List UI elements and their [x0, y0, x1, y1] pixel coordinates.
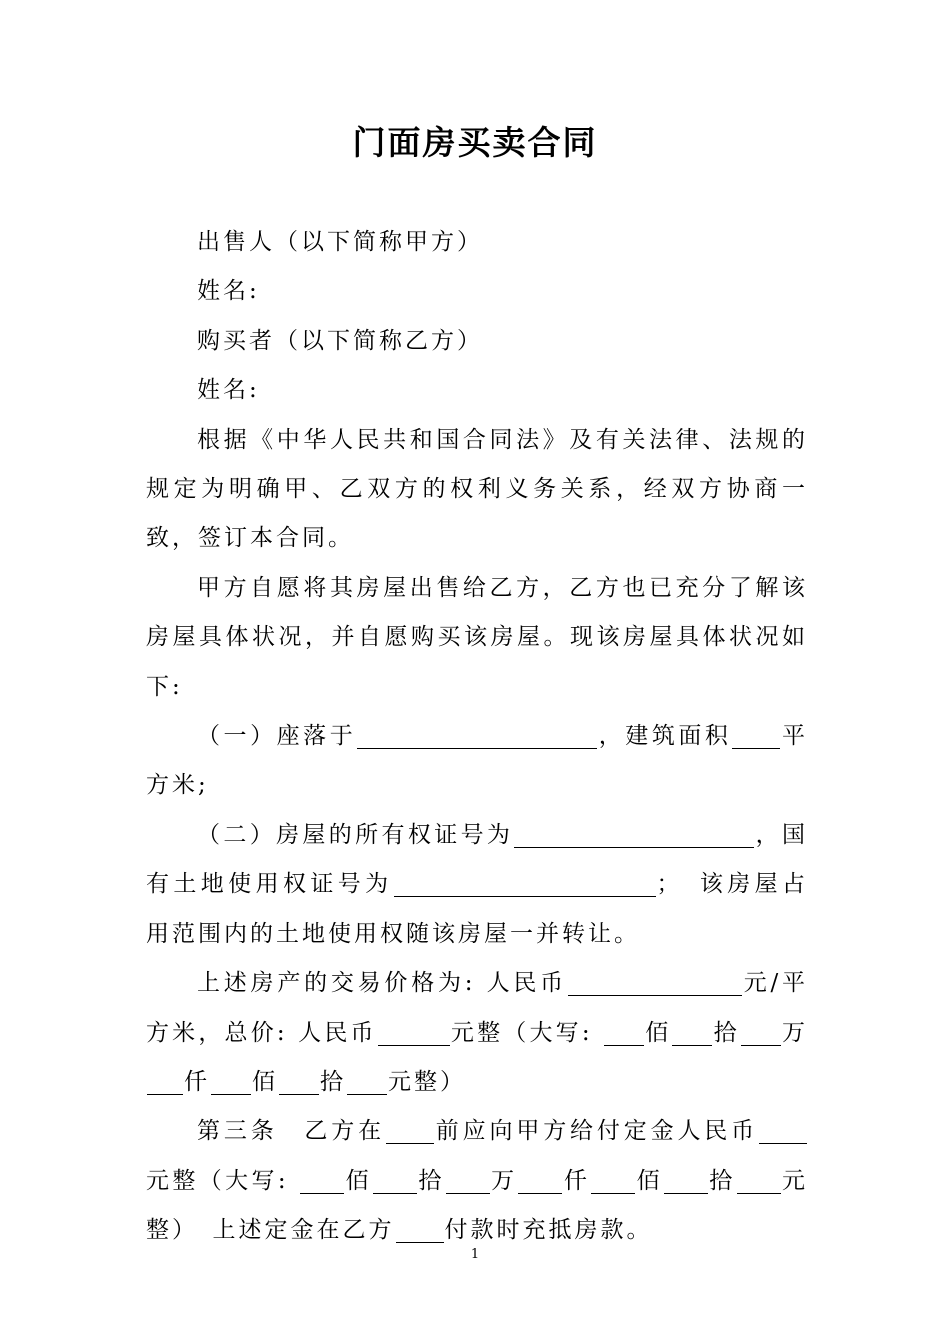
page-number: 1	[470, 1247, 480, 1262]
blank	[591, 1171, 635, 1194]
ownership-cert-blank	[514, 825, 754, 848]
seller-heading: 出售人（以下简称甲方）	[197, 229, 483, 255]
blank	[373, 1171, 417, 1194]
unit-bai: 佰	[252, 1068, 278, 1095]
blank	[664, 1171, 708, 1194]
article-3-paragraph	[146, 1107, 808, 1255]
seller-name-label: 姓名:	[197, 278, 260, 305]
buyer-heading: 购买者（以下简称乙方）	[197, 327, 483, 354]
item1-suffix: 平方米;	[146, 723, 809, 799]
payment-blank	[396, 1220, 444, 1243]
blank	[518, 1171, 562, 1194]
article3-t1: 第三条 乙方在	[197, 1118, 385, 1145]
unit-shi: 拾	[418, 1167, 445, 1194]
document-title: 门面房买卖合同	[352, 123, 598, 162]
article3-t5: 付款时充抵房款。	[444, 1217, 653, 1244]
unit-wan: 万	[490, 1167, 518, 1194]
blank	[737, 1171, 781, 1194]
intro-paragraph: 甲方自愿将其房屋出售给乙方，乙方也已充分了解该房屋具体状况，并自愿购买该房屋。现该房屋具体状况如下:	[146, 574, 808, 700]
blank	[147, 1072, 183, 1095]
unit-wan: 万	[781, 1019, 809, 1046]
total-price-blank	[378, 1023, 450, 1046]
unit-yuan: 元	[781, 1167, 809, 1194]
price-paragraph	[146, 959, 808, 1107]
buyer-name-label: 姓名:	[197, 377, 260, 404]
unit-bai: 佰	[645, 1019, 672, 1046]
price-t3: 元整（大写:	[450, 1019, 604, 1046]
blank	[279, 1072, 319, 1095]
blank	[741, 1023, 781, 1046]
unit-yuan-zheng: 元整）	[388, 1068, 466, 1095]
unit-price-blank	[568, 973, 742, 996]
location-blank	[357, 726, 597, 749]
article3-t3: 元整（大写:	[146, 1167, 300, 1194]
area-blank	[732, 726, 780, 749]
article3-t2: 前应向甲方给付定金人民币	[434, 1118, 759, 1145]
item1-middle: ，建筑面积	[598, 723, 732, 750]
land-cert-blank	[394, 874, 656, 897]
unit-qian: 仟	[563, 1167, 591, 1194]
unit-shi: 拾	[708, 1167, 736, 1194]
price-t2: 元/平方米，总价: 人民币	[146, 970, 808, 1046]
document-body	[146, 218, 808, 1256]
unit-shi: 拾	[320, 1068, 346, 1095]
item2-middle: ，国有土地使用权证号为	[146, 821, 809, 898]
unit-bai: 佰	[345, 1167, 372, 1194]
deposit-amount-blank	[759, 1121, 807, 1144]
blank	[211, 1072, 251, 1095]
article3-t4: 整） 上述定金在乙方	[146, 1217, 395, 1244]
blank	[672, 1023, 712, 1046]
item-certificate-paragraph	[146, 811, 808, 959]
item1-prefix: （一）座落于	[197, 723, 357, 750]
blank	[347, 1072, 387, 1095]
item2-suffix: ； 该房屋占用范围内的土地使用权随该房屋一并转让。	[146, 871, 809, 947]
item-location-paragraph	[146, 712, 808, 811]
preamble-paragraph: 根据《中华人民共和国合同法》及有关法律、法规的规定为明确甲、乙双方的权利义务关系，经双方协商一致，签订本合同。	[146, 426, 808, 552]
blank	[446, 1171, 490, 1194]
blank	[300, 1171, 344, 1194]
item2-prefix: （二）房屋的所有权证号为	[197, 821, 514, 848]
price-t1: 上述房产的交易价格为: 人民币	[197, 970, 567, 997]
blank	[604, 1023, 644, 1046]
unit-bai: 佰	[636, 1167, 663, 1194]
deposit-date-blank	[386, 1121, 434, 1144]
unit-qian: 仟	[184, 1068, 210, 1095]
unit-shi: 拾	[713, 1019, 740, 1046]
